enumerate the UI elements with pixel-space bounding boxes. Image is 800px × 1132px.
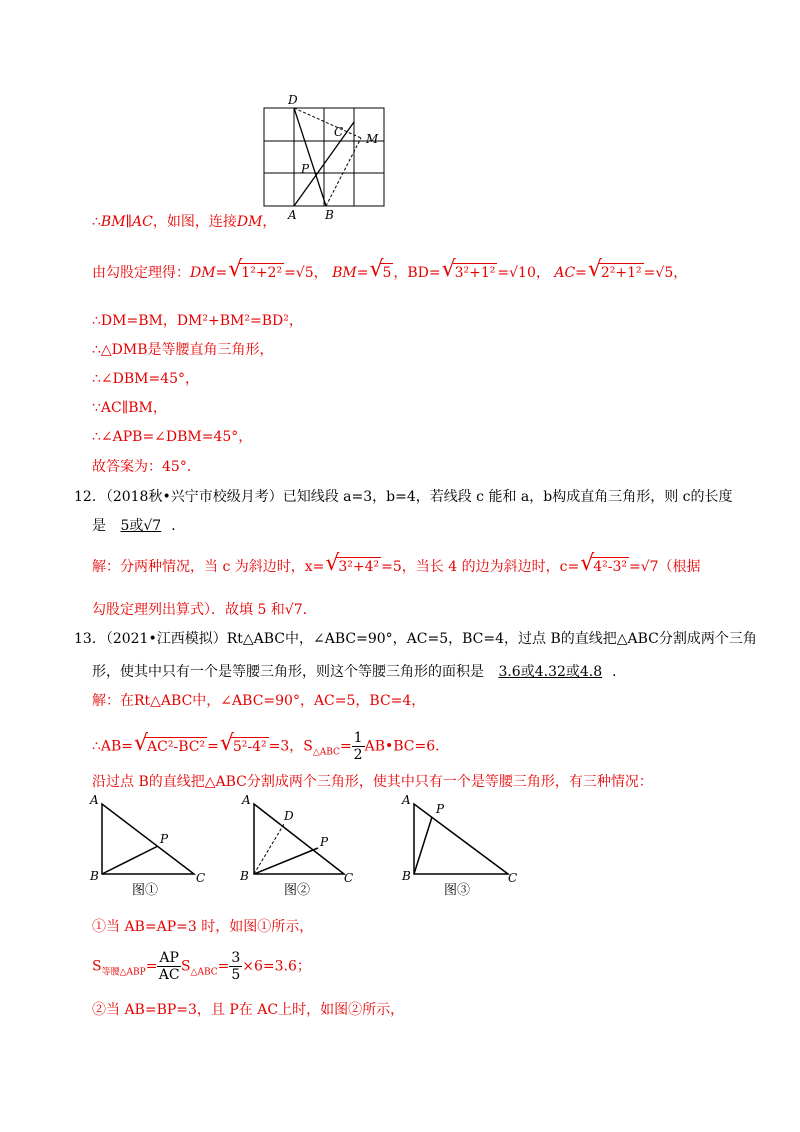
question-12-line-1: 12．（2018秋•兴宁市校级月考）已知线段 a=3，b=4，若线段 c 能和 a，b构成直角三角形，则 c的长度 [74, 489, 733, 505]
svg-text:C: C [508, 871, 518, 885]
question-12-line-2: 是 5或√7 ． [92, 518, 186, 534]
triangle-figure-1 [86, 790, 216, 900]
svg-text:P: P [160, 832, 169, 846]
solution-line-5: ∴∠DBM=45°， [92, 371, 200, 387]
question-12-solution-2: 勾股定理列出算式）．故填 5 和√7． [92, 602, 317, 618]
svg-text:D: D [284, 809, 294, 823]
question-13-case-2: ②当 AB=BP=3，且 P在 AC上时，如图②所示， [92, 1002, 405, 1018]
question-13-solution-1: 解：在Rt△ABC中，∠ABC=90°，AC=5，BC=4， [92, 693, 426, 709]
grid-label-m: M [366, 132, 379, 146]
svg-text:B: B [90, 869, 99, 883]
question-13-line-2: 形，使其中只有一个是等腰三角形，则这个等腰三角形的面积是 3.6或4.32或4.8 ． [92, 664, 627, 680]
grid-label-a: A [288, 208, 297, 222]
grid-figure [255, 92, 395, 227]
svg-text:B: B [402, 869, 411, 883]
svg-text:A: A [402, 793, 411, 807]
solution-line-4: ∴△DMB是等腰直角三角形， [92, 342, 274, 358]
svg-text:P: P [436, 802, 445, 816]
svg-text:C: C [196, 871, 206, 885]
solution-line-1: ∴BM∥AC，如图，连接DM， [92, 214, 277, 230]
triangle-figure-2 [234, 790, 364, 900]
svg-text:A: A [90, 793, 99, 807]
question-13-answer: 3.6或4.32或4.8 [498, 664, 603, 680]
question-13-solution-3: 沿过点 B的直线把△ABC分割成两个三角形，使其中只有一个是等腰三角形，有三种情况： [92, 774, 653, 790]
grid-label-p: P [301, 162, 310, 176]
solution-line-2: 由勾股定理得：DM= √ 1²+2² =√5， BM= √ 5 ，BD= √ 3²+1² =√10， AC= √ 2²+1² =√5， [92, 257, 688, 282]
grid-label-c: C [334, 125, 344, 139]
solution-line-7: ∴∠APB=∠DBM=45°， [92, 429, 253, 445]
solution-line-8: 故答案为：45°． [92, 459, 201, 475]
svg-text:A: A [242, 793, 251, 807]
question-13-case-1-formula: $S_{等腰\triangle ABP}=$ $\frac{AP}{AC}$ $S_{\triangle ABC}=$ $\frac{3}{5}$ ×6=3.6； [92, 950, 311, 983]
question-12-solution-1: 解：分两种情况，当 c 为斜边时，x= √ 3²+4² =5，当长 4 的边为斜边时，c= √ 4²-3² =√7（根据 [92, 551, 701, 576]
svg-text:B: B [240, 869, 249, 883]
grid-label-d: D [288, 93, 298, 107]
svg-text:图③: 图③ [444, 883, 471, 898]
solution-line-6: ∵AC∥BM， [92, 400, 167, 416]
solution-line-3: ∴DM=BM，DM²+BM²=BD²， [92, 313, 303, 329]
svg-text:图②: 图② [284, 883, 311, 898]
svg-text:P: P [320, 835, 329, 849]
svg-text:C: C [344, 871, 354, 885]
question-13-solution-2: ∴AB= √ AC²-BC² = √ 5²-4² =3，$S_{\triangle ABC}=$ $\frac{1}{2}$ AB•BC=6． [92, 730, 450, 763]
triangle-figure-3 [398, 790, 528, 900]
question-13-line-1: 13．（2021•江西模拟）Rt△ABC中，∠ABC=90°，AC=5，BC=4，过点 B的直线把△ABC分割成两个三角 [74, 631, 757, 647]
question-13-case-1: ①当 AB=AP=3 时，如图①所示， [92, 919, 314, 935]
grid-label-b: B [325, 208, 334, 222]
question-12-answer: 5或√7 [120, 518, 162, 534]
svg-text:图①: 图① [132, 883, 159, 898]
